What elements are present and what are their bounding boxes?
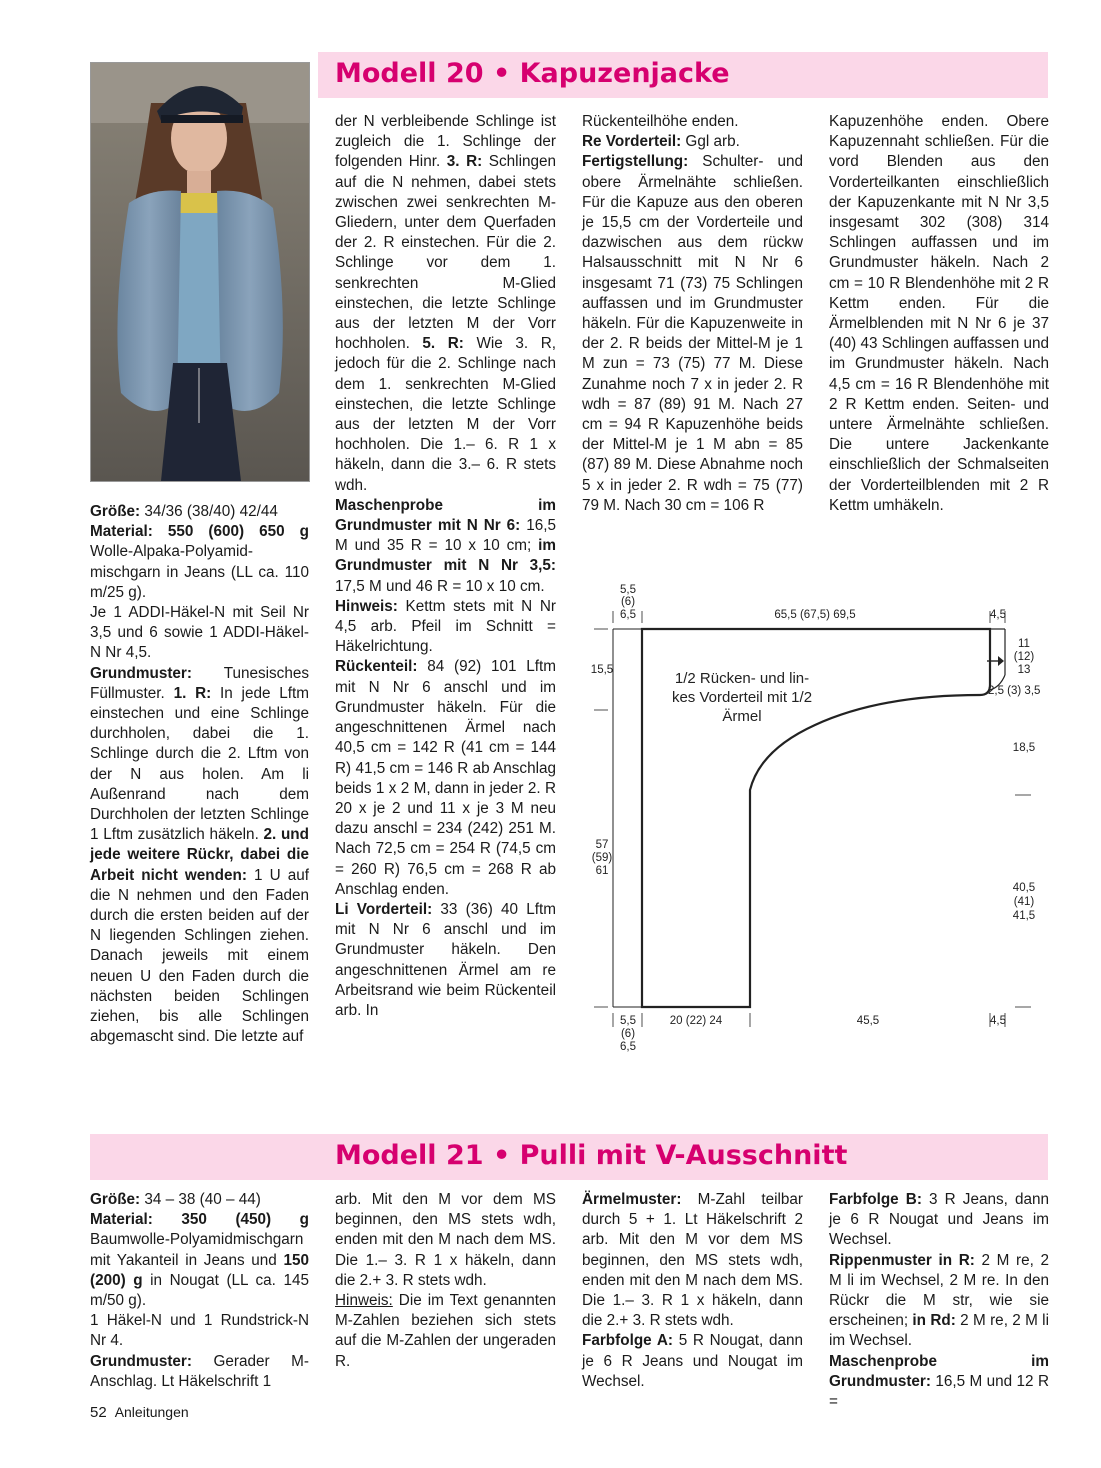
diagram-label-1: 1/2 Rücken- und lin- xyxy=(674,670,810,687)
dim-top-right: 4,5 xyxy=(990,609,1006,621)
dim-left-lower-2: (59) xyxy=(591,852,613,864)
dim-right-lower-1: 40,5 xyxy=(1012,882,1036,894)
dim-left-lower-1: 57 xyxy=(595,839,609,851)
footer-section: Anleitungen xyxy=(114,1404,189,1420)
dim-cuff-3: 13 xyxy=(1017,664,1031,676)
dim-left-upper: 15,5 xyxy=(590,664,614,676)
text-column-1: Größe: 34/36 (38/40) 42/44 Material: 550 (600) 650 g Wolle-Alpaka-Polyamid-mischgarn in Jeans (LL ca. 110 m/25 g). Je 1 ADDI-Häkel-N mit Seil Nr 3,5 und 6 sowie 1 ADDI-Häkel-N Nr 4,5. Grundmuster: Tunesisches Füllmuster. 1. R: In jede Lftm einstechen und eine Schlinge durchholen, dabei die 1. Schlinge durch die 2. Lftm von der N aus holen. Am li Außenrand nach dem Durchholen der letzten Schlinge 1 Lftm zusätzlich häkeln. 2. und jede weitere Rückr, dabei die Arbeit nicht wenden: 1 U auf die N nehmen und den Faden durch die ersten beiden auf der N liegenden Schlingen ziehen. Danach jeweils mit einem neuen U den Faden durch die nächsten beiden Schlingen ziehen, bis alle Schlingen abgemascht sind. Die letzte auf xyxy=(90,503,309,1046)
dim-cuff-opening: 2,5 (3) 3,5 xyxy=(988,685,1041,697)
text-column-4: Kapuzenhöhe enden. Obere Kapuzennaht schließen. Für die vord Blenden aus den Vorderteilkanten einschließlich der Kapuzenkante mit N Nr 3,5 insgesamt 302 (308) 314 Schlingen auffassen und im Grundmuster häkeln. Nach 2 cm = 10 R Blendenhöhe mit 2 R Kettm enden. Für die Ärmelblenden mit N Nr 6 je 37 (40) 43 Schlingen auffassen und im Grundmuster häkeln. Nach 4,5 cm = 16 R Blendenhöhe mit 2 R Kettm enden. Seiten- und untere Ärmelnähte schließen. Die untere Jackenkante einschließlich der Schmalseiten der Vorderteilblenden mit 2 R Kettm umhäkeln. xyxy=(829,113,1049,514)
model-photo xyxy=(90,62,310,482)
text-column-3: Rückenteilhöhe enden. Re Vorderteil: Ggl arb. Fertigstellung: Schulter- und obere Ärmelnähte schließen. Für die Kapuze aus den oberen je 15,5 cm der Vorderteile und dazwischen aus dem rückw Halsausschnitt mit N Nr 6 insgesamt 71 (73) 75 Schlingen auffassen und im Grundmuster häkeln. Für die Kapuzenweite in der 2. R beids der Mittel-M je 1 M zun = 73 (75) 77 M. Diese Zunahme noch 7 x in jeder 2. R wdh = 87 (89) 91 M. Nach 27 cm = 94 R Kapuzenhöhe beids der Mittel-M je 1 M abn = 85 (87) 89 M. Diese Abnahme noch 5 x in jeder 2. R wdh = 75 (77) 79 M. Nach 30 cm = 106 R xyxy=(582,113,803,514)
m21-text-column-3: Ärmelmuster: M-Zahl teilbar durch 5 + 1. Lt Häkelschrift 2 arb. Mit den M vor dem MS beginnen, den MS stets wdh, enden mit den M nach dem MS. Die 1.– 3. R 1 x häkeln, dann die 2.+ 3. R stets wdh. Farbfolge A: 5 R Nougat, dann je 6 R Jeans und Nougat im Wechsel. xyxy=(582,1191,803,1390)
dim-bottom-left-3: 6,5 xyxy=(620,1041,636,1053)
dim-top-width: 65,5 (67,5) 69,5 xyxy=(774,609,856,621)
dim-top-left-3: 6,5 xyxy=(620,609,636,621)
m21-text-column-4: Farbfolge B: 3 R Jeans, dann je 6 R Nougat und Jeans im Wechsel. Rippenmuster in R: 2 M re, 2 M li im Wechsel, 2 M re. In den Rückr die M str, wie sie erscheinen; in Rd: 2 M re, 2 M li im Wechsel. Maschenprobe im Grundmuster: 16,5 M und 12 R = xyxy=(829,1191,1050,1411)
text-column-2: der N verbleibende Schlinge ist zugleich die 1. Schlinge der folgenden Hinr. 3. R: Schlingen auf die N nehmen, dabei stets zwischen zwei senkrechten M-Gliedern, unter dem Querfaden der 2. R einstechen. Für die 2. Schlinge vor dem 1. senkrechten M-Glied einstechen, die letzte Schlinge aus der letzten M der Vorr hochholen. 5. R: Wie 3. R, jedoch für die 2. Schlinge nach dem 1. senkrechten M-Glied einstechen, die letzte Schlinge aus der letzten M der Vorr hochholen. Die 1.– 6. R 1 x häkeln, dann die 3.– 6. R stets wdh. Maschenprobe im Grundmuster mit N Nr 6: 16,5 M und 35 R = 10 x 10 cm; im Grundmuster mit N Nr 3,5: 17,5 M und 46 R = 10 x 10 cm. Hinweis: Kettm stets mit N Nr 4,5 arb. Pfeil im Schnitt = Häkelrichtung. Rückenteil: 84 (92) 101 Lftm mit N Nr 6 anschl und im Grundmuster häkeln. Für die angeschnittenen Ärmel nach 40,5 cm = 142 R (41 cm = 144 R) 41,5 cm = 146 R ab Anschlag beids 1 x 2 M, dann in jeder 2. R 20 x je 2 und 11 x je 3 M neu dazu anschl = 234 (242) 251 M. Nach 72,5 cm = 254 R (74,5 cm = 260 R) 76,5 cm = 268 R ab Anschlag enden. Li Vorderteil: 33 (36) 40 Lftm mit N Nr 6 anschl und im Grundmuster häkeln. Den angeschnittenen Ärmel am re Arbeitsrand wie beim Rückenteil arb. In xyxy=(335,113,557,1019)
m21-text-column-2: arb. Mit den M vor dem MS beginnen, den MS stets wdh, enden mit den M nach dem MS. Die 1.– 3. R 1 x häkeln, dann die 2.+ 3. R stets wdh. Hinweis: Die im Text genannten M-Zahlen beziehen sich stets auf die M-Zahlen der ungeraden R. xyxy=(335,1191,556,1370)
dim-bottom-right: 4,5 xyxy=(990,1015,1006,1027)
diagram-label-3: Ärmel xyxy=(722,708,762,725)
dim-top-left-2: (6) xyxy=(620,596,636,608)
dim-cuff-2: (12) xyxy=(1013,651,1035,663)
dim-bottom-left-2: (6) xyxy=(620,1028,636,1040)
dim-right-mid: 18,5 xyxy=(1012,742,1036,754)
m21-text-column-1: Größe: 34 – 38 (40 – 44) Material: 350 (450) g Baumwolle-Polyamidmischgarn mit Yakanteil in Jeans und 150 (200) g in Nougat (LL ca. 145 m/50 g). 1 Häkel-N und 1 Rundstrick-N Nr 4. Grundmuster: Gerader M-Anschlag. Lt Häkelschrift 1 xyxy=(90,1191,309,1390)
dim-right-lower-3: 41,5 xyxy=(1012,910,1036,922)
section-title-modell-21: Modell 21 • Pulli mit V-Ausschnitt xyxy=(335,1140,848,1171)
dim-bottom-body: 20 (22) 24 xyxy=(669,1015,723,1027)
pattern-schematic xyxy=(580,575,1100,1065)
page-footer xyxy=(90,1404,189,1421)
section-title-modell-20: Modell 20 • Kapuzenjacke xyxy=(335,58,730,89)
dim-cuff-1: 11 xyxy=(1018,638,1030,650)
model-photo-illustration xyxy=(91,63,309,481)
dim-bottom-left-1: 5,5 xyxy=(620,1015,636,1027)
page-number: 52 xyxy=(90,1404,107,1421)
dim-bottom-sleeve: 45,5 xyxy=(856,1015,880,1027)
dim-top-left-1: 5,5 xyxy=(620,584,636,596)
dim-left-lower-3: 61 xyxy=(595,865,609,877)
diagram-label-2: kes Vorderteil mit 1/2 xyxy=(671,689,813,706)
dim-right-lower-2: (41) xyxy=(1013,896,1035,908)
